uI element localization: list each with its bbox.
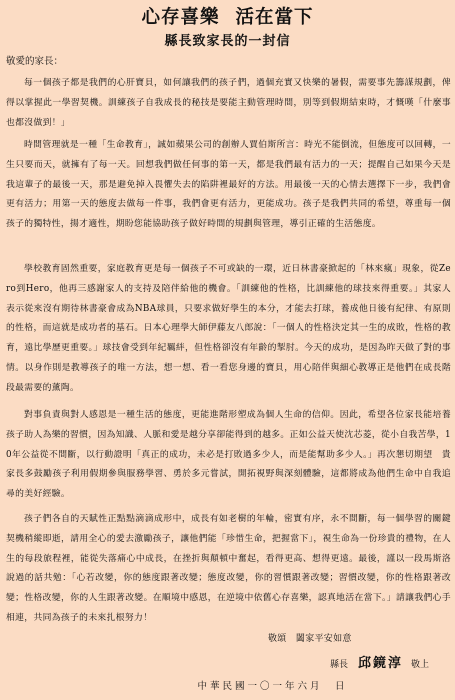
sign-off: 敬上 [411, 660, 430, 670]
letter-date: 中華民國一〇一年六月 日 [197, 681, 348, 692]
paragraph-time-management-intro: 每一個孩子都是我們的心肝寶貝，如何讓我們的孩子們，過個充實又快樂的暑假，需要事先籌謀規劃，俾得以掌握此一學習契機。訓練孩子自我成長的秘技是要能主動管理時間，別等到假期結束時，才慨嘆「什麼事也都沒做到！」 [6, 78, 451, 128]
signature-block [330, 656, 429, 673]
title-part-1: 心存喜樂 [141, 7, 220, 28]
closing-salutation: 敬頌 闔家平安如意 [268, 634, 352, 644]
signer-title: 縣長 [330, 660, 349, 670]
greeting: 敬愛的家長： [6, 56, 64, 67]
letter-title [0, 8, 455, 28]
signer-name: 邱鏡淳 [358, 656, 404, 671]
paragraph-life-education: 時間管理就是一種「生命教育」，誠如蘋果公司的創辦人賈伯斯所言：時光不能倒流，但態度可以回轉，一生只要而天，就擁有了每一天。回想我們做任何事的第一天，都是我們最有活力的一天；提醒自己如果今天是我這輩子的最後一天，那是避免掉入畏懼失去的陷阱裡最好的方法。用最後一天的心情去選擇下一步，我們會更有活力；用第一天的態度去做每一件事，我們會更有活力，更能成功。孩子是我們共同的希望，尊重每一個孩子的獨特性，揚才適性，期盼您能協助孩子做好時間的規劃與管理，導引正確的生活態度。 [6, 140, 451, 230]
paragraph-family-education: 學校教育固然重要，家庭教育更是每一個孩子不可或缺的一環，近日林書豪掀起的「林來瘋」現象，從Zero到Hero，他再三感謝家人的支持及陪伴給他的機會。「訓練他的性格，比訓練他的球技來得重要。」其家人表示從來沒有期待林書豪會成為NBA球員，只要求做好學生的本分，才能去打球，養成他日後有紀律、有原則的性格，而這就是成功者的基石。日本心理學大師伊藤友八郎說：「一個人的性格決定其一生的成敗，性格的教育，遠比學歷更重要。」球技會受到年紀羈絆，但性格卻沒有年齡的掣肘。今天的成功，是因為昨天做了對的事情。以身作則是教導孩子的唯一方法，想一想、看一看您身邊的寶貝，用心陪伴與細心教導正是他們在成長階段最需要的薰陶。 [6, 264, 451, 393]
paragraph-closing-encouragement: 孩子們各自的天賦性正點點滴滴成形中，成長有如老樹的年輪，密實有序，永不間斷，每一個學習的關鍵契機稍縱即逝，請用全心的愛去激勵孩子，讓他們能「珍惜生命，把握當下」，視生命為一份珍貴的禮物，在人生的每段旅程裡，能從失落痛心中成長，在挫折與顛頓中奮起，看得更高、想得更遠。最後，謹以一段馬斯洛說過的話共勉：「心若改變，你的態度跟著改變；態度改變，你的習慣跟著改變；習慣改變，你的性格跟著改變；性格改變，你的人生跟著改變。在順境中感恩，在逆境中依舊心存喜樂，認真地活在當下。」請讓我們心手相連，共同為孩子的未來扎根努力！ [6, 514, 451, 623]
paragraph-responsibility-gratitude: 對事負責與對人感恩是一種生活的態度，更能進階形塑成為個人生命的信仰。因此，希望各位家長能培養孩子助人為樂的習慣，因為知識、人脈和愛是越分享卻能得到的越多。正如公益天使沈芯菱，從小自我苦學，10年公益從不間斷，以行動證明「真正的成功，未必是打敗過多少人，而是能幫助多少人。」再次懇切期望 貴家長多鼓勵孩子利用假期參與服務學習、勇於多元嘗試，開拓視野與深刻體驗，這都將成為他們生命中自我追尋的美好經驗。 [6, 410, 451, 500]
title-part-2: 活在當下 [235, 7, 314, 28]
letter-subtitle: 縣長致家長的一封信 [164, 34, 291, 49]
